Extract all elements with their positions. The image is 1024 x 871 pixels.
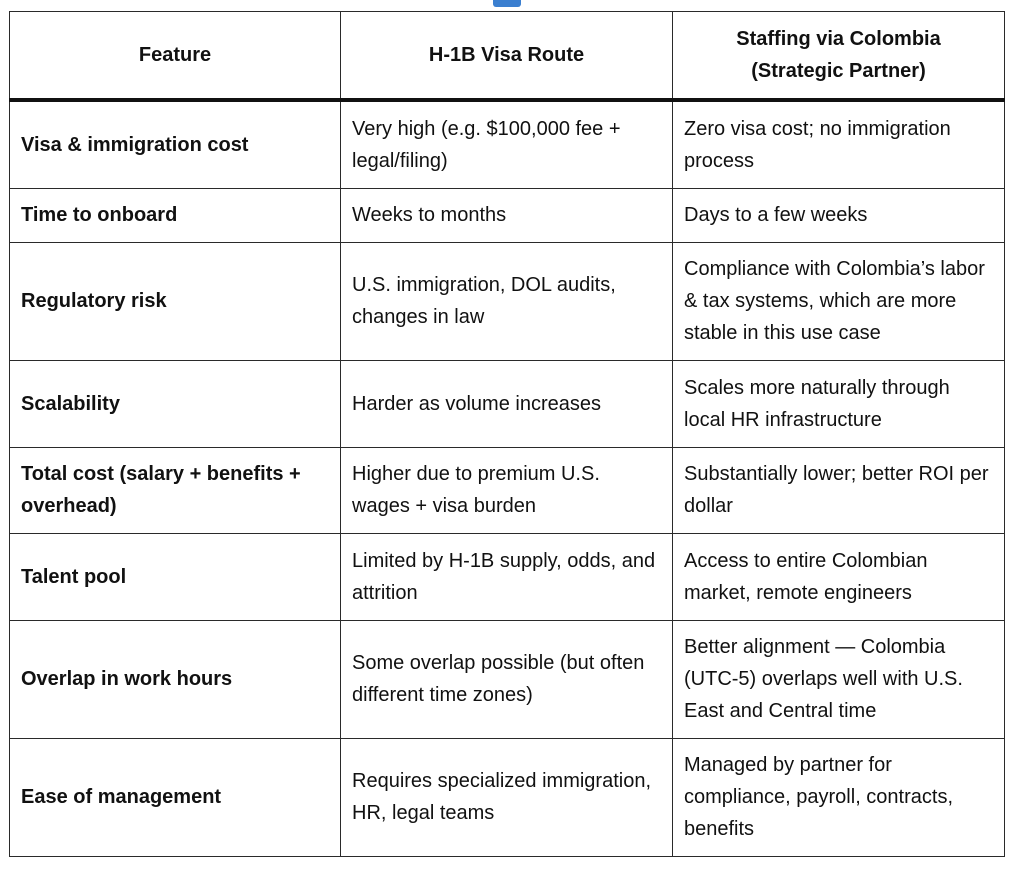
row-feature-cell: Time to onboard <box>10 188 341 242</box>
header-row <box>10 12 1005 101</box>
table-row <box>10 738 1005 856</box>
top-scroll-tab[interactable] <box>493 0 521 7</box>
row-h1b-cell: U.S. immigration, DOL audits, changes in law <box>341 242 673 360</box>
row-feature-cell: Total cost (salary + benefits + overhead) <box>10 447 341 533</box>
row-feature-cell: Overlap in work hours <box>10 620 341 738</box>
table-row <box>10 188 1005 242</box>
row-h1b-cell: Harder as volume increases <box>341 360 673 447</box>
row-feature-cell: Talent pool <box>10 533 341 620</box>
row-colombia-cell: Access to entire Colombian market, remote engineers <box>673 533 1005 620</box>
row-colombia-cell: Zero visa cost; no immigration process <box>673 100 1005 188</box>
row-feature-cell: Visa & immigration cost <box>10 100 341 188</box>
row-h1b-cell: Higher due to premium U.S. wages + visa burden <box>341 447 673 533</box>
row-colombia-cell: Substantially lower; better ROI per dollar <box>673 447 1005 533</box>
row-h1b-cell: Requires specialized immigration, HR, legal teams <box>341 738 673 856</box>
table-row <box>10 100 1005 188</box>
table-row <box>10 447 1005 533</box>
row-colombia-cell: Compliance with Colombia’s labor & tax systems, which are more stable in this use case <box>673 242 1005 360</box>
row-h1b-cell: Very high (e.g. $100,000 fee + legal/filing) <box>341 100 673 188</box>
table-row <box>10 533 1005 620</box>
comparison-table <box>9 11 1005 857</box>
table-row <box>10 242 1005 360</box>
row-feature-cell: Regulatory risk <box>10 242 341 360</box>
row-h1b-cell: Some overlap possible (but often different time zones) <box>341 620 673 738</box>
row-h1b-cell: Limited by H-1B supply, odds, and attrition <box>341 533 673 620</box>
row-feature-cell: Scalability <box>10 360 341 447</box>
row-colombia-cell: Scales more naturally through local HR infrastructure <box>673 360 1005 447</box>
header-staffing-via-colombia: Staffing via Colombia (Strategic Partner) <box>673 12 1005 101</box>
row-h1b-cell: Weeks to months <box>341 188 673 242</box>
table-row <box>10 360 1005 447</box>
row-feature-cell: Ease of management <box>10 738 341 856</box>
table-row <box>10 620 1005 738</box>
row-colombia-cell: Better alignment — Colombia (UTC-5) overlaps well with U.S. East and Central time <box>673 620 1005 738</box>
header-feature: Feature <box>10 12 341 101</box>
header-h1b-visa-route: H-1B Visa Route <box>341 12 673 101</box>
row-colombia-cell: Days to a few weeks <box>673 188 1005 242</box>
row-colombia-cell: Managed by partner for compliance, payroll, contracts, benefits <box>673 738 1005 856</box>
